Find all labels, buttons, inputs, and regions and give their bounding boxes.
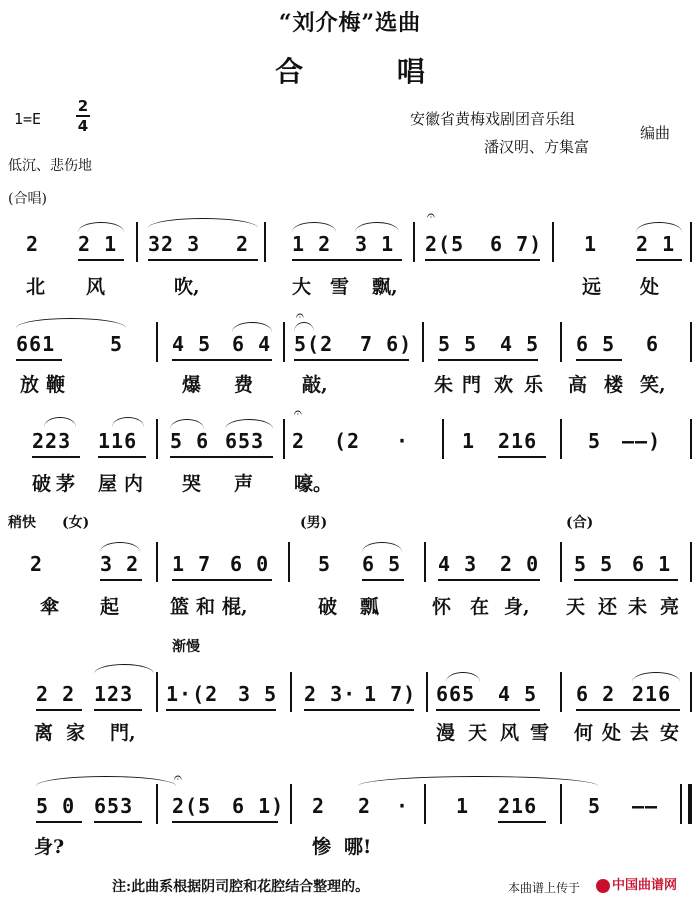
- slur: [112, 417, 144, 427]
- barline: [424, 784, 426, 824]
- time-signature-top: 2: [77, 97, 89, 115]
- barline: [156, 419, 158, 459]
- slur: [355, 222, 399, 232]
- lyric: 惨: [312, 836, 332, 858]
- note-group: 3 5: [238, 682, 278, 706]
- underline: [362, 579, 404, 581]
- lyric: 瓢: [360, 596, 380, 618]
- barline: [560, 542, 562, 582]
- lyric: 处: [602, 722, 622, 744]
- lyric: 楼: [604, 374, 624, 396]
- site-logo-icon: [596, 879, 610, 893]
- note-group: 1·(2: [166, 682, 219, 706]
- lyrics-row-6: [0, 832, 700, 858]
- note-group: 1: [584, 232, 598, 256]
- note-group: 1: [456, 794, 470, 818]
- barline: [552, 222, 554, 262]
- note-group: 2: [312, 794, 326, 818]
- underline: [576, 359, 622, 361]
- time-signature: [76, 98, 90, 134]
- note-group: 5 5: [438, 332, 478, 356]
- barline: [264, 222, 266, 262]
- barline: [156, 672, 158, 712]
- lyric: 亮: [660, 596, 680, 618]
- note-group: 4 5: [500, 332, 540, 356]
- lyric: 北: [26, 276, 46, 298]
- note-group: 216: [498, 794, 538, 818]
- notes-row-3: [0, 405, 700, 457]
- barline: [560, 419, 562, 459]
- fermata-icon: 𝄐: [296, 308, 304, 324]
- note-group: 661: [16, 332, 56, 356]
- barline: [156, 542, 158, 582]
- lyric: 未: [628, 596, 648, 618]
- slur: [225, 419, 273, 429]
- underline: [294, 359, 409, 361]
- note-group: 2: [236, 232, 250, 256]
- barline: [690, 222, 692, 262]
- underline: [172, 359, 272, 361]
- lyric: 放: [20, 374, 40, 396]
- underline: [438, 359, 538, 361]
- lyric: 远: [582, 276, 602, 298]
- voice-label: (女): [62, 515, 90, 531]
- note-group: 2 0: [500, 552, 540, 576]
- lyric: 风: [500, 722, 520, 744]
- slur: [292, 222, 336, 232]
- slur: [94, 664, 154, 674]
- note-group: 7 6): [360, 332, 413, 356]
- slur: [44, 417, 76, 427]
- tempo-marking: 低沉、悲伤地: [8, 158, 92, 174]
- barline: [413, 222, 415, 262]
- lyric: 屋: [98, 473, 118, 495]
- barline: [290, 784, 292, 824]
- lyric: 敲,: [302, 374, 328, 396]
- lyric: 哪!: [344, 836, 372, 858]
- lyric: 鞭: [46, 374, 66, 396]
- note-group: 2 2: [36, 682, 76, 706]
- note-group: 6 5: [576, 332, 616, 356]
- note-group: 2(5: [172, 794, 212, 818]
- lyric: 费: [234, 374, 254, 396]
- lyric: 内: [124, 473, 144, 495]
- time-signature-bottom: 4: [77, 116, 89, 135]
- lyric: 門: [462, 374, 482, 396]
- lyric: 茅: [56, 473, 76, 495]
- slur: [636, 222, 682, 232]
- note-group: 2: [358, 794, 372, 818]
- notes-row-1: [0, 208, 700, 260]
- underline: [498, 456, 546, 458]
- underline: [425, 259, 540, 261]
- barline: [422, 322, 424, 362]
- underline: [36, 821, 82, 823]
- note-group: 6 5: [362, 552, 402, 576]
- note-group: ——: [632, 794, 659, 818]
- note-group: 6 4: [232, 332, 272, 356]
- footnote: 注:此曲系根据阴司腔和花腔结合整理的。: [112, 879, 370, 895]
- underline: [78, 259, 124, 261]
- underline: [304, 709, 414, 711]
- barline: [156, 322, 158, 362]
- lyric: 去: [630, 722, 650, 744]
- note-group: 6 7): [490, 232, 543, 256]
- lyric: 爆: [182, 374, 202, 396]
- note-group: 123: [94, 682, 134, 706]
- note-group: 5 5: [574, 552, 614, 576]
- note-group: 1 7: [172, 552, 212, 576]
- song-title: “刘介梅”选曲: [278, 10, 422, 36]
- note-group: 2 3·: [304, 682, 357, 706]
- note-group: 2 1: [78, 232, 118, 256]
- slur: [362, 542, 402, 552]
- lyrics-row-2: [0, 370, 700, 396]
- underline: [98, 456, 146, 458]
- lyric: 嚎。: [294, 473, 333, 495]
- slur: [170, 419, 204, 429]
- lyric: 离: [34, 722, 54, 744]
- underline: [636, 259, 682, 261]
- barline: [442, 419, 444, 459]
- note-group: 3 1: [355, 232, 395, 256]
- lyric: 还: [598, 596, 618, 618]
- lyric: 漫: [436, 722, 456, 744]
- note-group: 5: [110, 332, 124, 356]
- fermata-icon: 𝄐: [174, 770, 182, 786]
- barline: [288, 542, 290, 582]
- underline: [148, 259, 258, 261]
- note-group: 3 2: [100, 552, 140, 576]
- lyric: 門,: [110, 722, 136, 744]
- note-group: 653: [225, 429, 265, 453]
- slur: [16, 318, 126, 328]
- final-barline: [688, 784, 692, 824]
- note-group: 665: [436, 682, 476, 706]
- note-group: 5: [588, 429, 602, 453]
- underline: [292, 259, 402, 261]
- lyric: 风: [86, 276, 106, 298]
- underline: [438, 579, 540, 581]
- lyric: 乐: [524, 374, 544, 396]
- upload-credit: 本曲谱上传于: [508, 881, 581, 895]
- voice-label: (男): [300, 515, 328, 531]
- lyric: 起: [100, 596, 120, 618]
- note-group: 2: [30, 552, 44, 576]
- underline: [170, 456, 273, 458]
- note-group: 1 7): [364, 682, 417, 706]
- lyric: 天: [468, 722, 488, 744]
- lyrics-row-1: [0, 272, 700, 298]
- note-group: 653: [94, 794, 134, 818]
- slur: [358, 776, 598, 786]
- underline: [172, 821, 278, 823]
- underline: [100, 579, 142, 581]
- lyrics-row-5: [0, 718, 700, 744]
- notes-row-6: [0, 770, 700, 822]
- lyric: 在: [470, 596, 490, 618]
- underline: [574, 579, 678, 581]
- underline: [16, 359, 62, 361]
- barline: [690, 419, 692, 459]
- note-group: 5(2: [294, 332, 334, 356]
- note-group: 5: [318, 552, 332, 576]
- voice-label: (合): [566, 515, 594, 531]
- lyric: 声: [234, 473, 254, 495]
- barline: [283, 322, 285, 362]
- barline: [690, 542, 692, 582]
- note-group: (2: [334, 429, 361, 453]
- underline: [172, 579, 272, 581]
- lyric: 哭: [182, 473, 202, 495]
- lyric: 怀: [432, 596, 452, 618]
- lyric: 篮: [170, 596, 190, 618]
- underline: [32, 456, 80, 458]
- barline: [424, 542, 426, 582]
- note-group: 216: [498, 429, 538, 453]
- note-group: 6: [646, 332, 660, 356]
- lyrics-row-4: [0, 592, 700, 618]
- underline: [36, 709, 82, 711]
- lyric: 身,: [504, 596, 530, 618]
- note-group: 5: [588, 794, 602, 818]
- note-group: 6 2: [576, 682, 616, 706]
- underline: [576, 709, 680, 711]
- lyric: 笑,: [640, 374, 666, 396]
- lyrics-row-3: [0, 469, 700, 495]
- lyric: 棍,: [222, 596, 248, 618]
- lyric: 傘: [40, 596, 60, 618]
- barline: [560, 784, 562, 824]
- fermata-icon: 𝄐: [427, 208, 435, 224]
- tempo-label: 稍快: [8, 515, 36, 531]
- note-group: 1: [462, 429, 476, 453]
- lyric: 和: [196, 596, 216, 618]
- slur: [78, 222, 124, 232]
- lyric: 天: [566, 596, 586, 618]
- slur: [232, 322, 272, 332]
- underline: [498, 821, 546, 823]
- note-group: 6 0: [230, 552, 270, 576]
- note-group: ——): [622, 429, 662, 453]
- lyric: 处: [640, 276, 660, 298]
- barline: [290, 672, 292, 712]
- note-group: 32 3: [148, 232, 201, 256]
- barline: [560, 322, 562, 362]
- arranger-role: 编曲: [640, 124, 671, 142]
- barline: [426, 672, 428, 712]
- note-group: 2: [292, 429, 306, 453]
- note-group: 2(5: [425, 232, 465, 256]
- slur: [100, 542, 140, 552]
- note-group: 5 6: [170, 429, 210, 453]
- lyric: 大: [292, 276, 312, 298]
- note-group: ·: [396, 794, 410, 818]
- slur: [446, 672, 480, 682]
- slur: [36, 776, 176, 786]
- lyric: 何: [574, 722, 594, 744]
- note-group: 223: [32, 429, 72, 453]
- barline: [156, 784, 158, 824]
- site-logo[interactable]: [596, 874, 677, 893]
- note-group: 6 1): [232, 794, 285, 818]
- barline: [283, 419, 285, 459]
- lyric: 飘,: [372, 276, 398, 298]
- tempo-label: 渐慢: [172, 639, 200, 655]
- note-group: 4 5: [172, 332, 212, 356]
- fermata-icon: 𝄐: [294, 405, 302, 421]
- lyric: 欢: [494, 374, 514, 396]
- notes-row-2: [0, 308, 700, 360]
- note-group: 1 2: [292, 232, 332, 256]
- lyric: 安: [660, 722, 680, 744]
- note-group: ·: [396, 429, 410, 453]
- lyric: 高: [568, 374, 588, 396]
- lyric: 雪: [330, 276, 350, 298]
- lyric: 破: [32, 473, 52, 495]
- note-group: 2 1: [636, 232, 676, 256]
- site-logo-text: 中国曲谱网: [612, 878, 678, 893]
- underline: [94, 709, 142, 711]
- barline: [690, 322, 692, 362]
- note-group: 2: [26, 232, 40, 256]
- arranger-names: 潘汉明、方集富: [484, 138, 590, 156]
- lyric: 朱: [434, 374, 454, 396]
- lyric: 破: [318, 596, 338, 618]
- section-label: (合唱): [8, 191, 47, 207]
- note-group: 116: [98, 429, 138, 453]
- note-group: 6 1: [632, 552, 672, 576]
- lyric: 吹,: [174, 276, 200, 298]
- slur: [632, 672, 680, 682]
- notes-row-4: [0, 548, 700, 580]
- barline: [690, 672, 692, 712]
- lyric: 雪: [530, 722, 550, 744]
- barline: [136, 222, 138, 262]
- note-group: 5 0: [36, 794, 76, 818]
- slur: [148, 218, 258, 228]
- underline: [436, 709, 540, 711]
- key-signature: 1=E: [14, 110, 42, 128]
- song-subtitle: 合 唱: [275, 55, 467, 88]
- notes-row-5: [0, 678, 700, 710]
- note-group: 4 5: [498, 682, 538, 706]
- note-group: 4 3: [438, 552, 478, 576]
- underline: [94, 821, 142, 823]
- barline: [560, 672, 562, 712]
- lyric: 家: [66, 722, 86, 744]
- lyric: 身?: [34, 836, 65, 858]
- arranger-org: 安徽省黄梅戏剧团音乐组: [410, 110, 576, 128]
- underline: [166, 709, 276, 711]
- barline: [680, 784, 682, 824]
- note-group: 216: [632, 682, 672, 706]
